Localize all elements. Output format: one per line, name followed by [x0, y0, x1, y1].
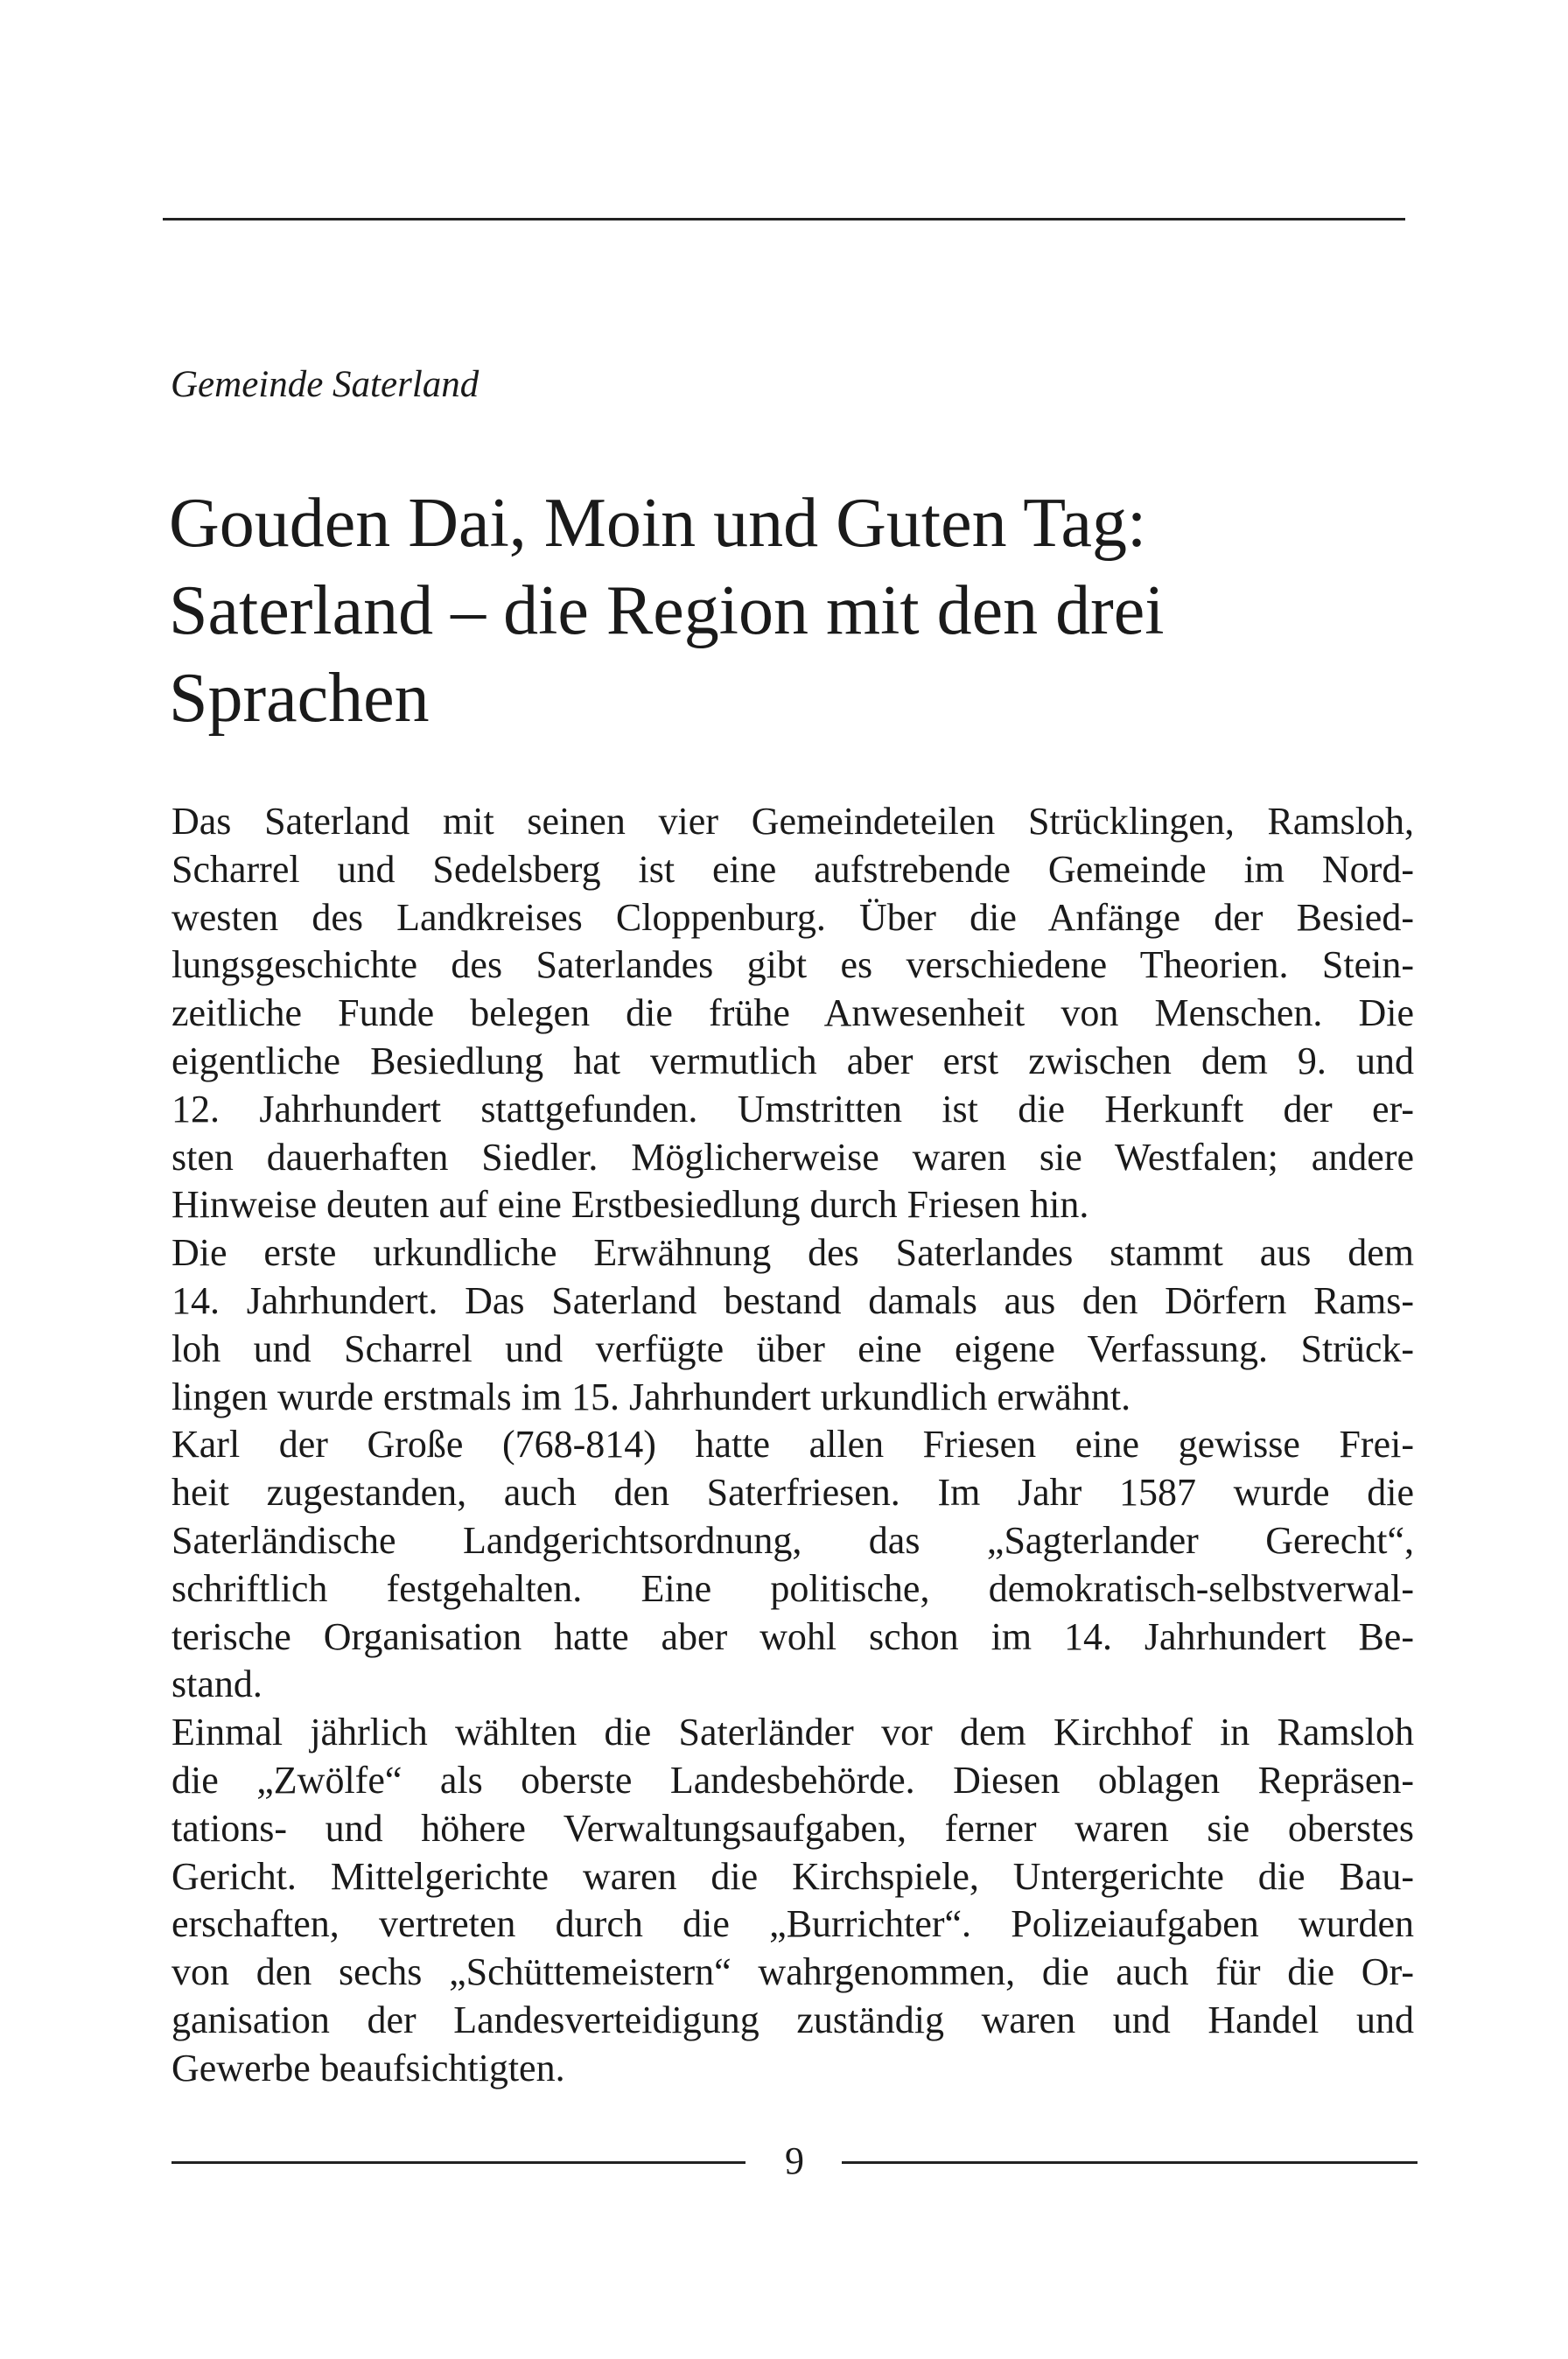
body-text: [172, 798, 1414, 2093]
body-line: terische Organisation hatte aber wohl schon im 14. Jahrhundert Be-: [172, 1614, 1414, 1658]
body-line: tations- und höhere Verwaltungsaufgaben, ferner waren sie oberstes: [172, 1806, 1414, 1850]
footer-rule-left: [172, 2161, 746, 2164]
body-line: Saterländische Landgerichtsordnung, das „Sagterlander Gerecht“,: [172, 1518, 1414, 1562]
body-line: Einmal jährlich wählten die Saterländer vor dem Kirchhof in Ramsloh: [172, 1711, 1414, 1754]
footer-rule-right: [842, 2161, 1418, 2164]
article-title: [169, 480, 1446, 742]
body-line: lingen wurde erstmals im 15. Jahrhundert urkundlich erwähnt.: [172, 1375, 1131, 1418]
body-line: Das Saterland mit seinen vier Gemeindeteilen Strücklingen, Ramsloh,: [172, 800, 1414, 843]
body-line: die „Zwölfe“ als oberste Landesbehörde. Diesen oblagen Repräsen-: [172, 1758, 1414, 1802]
body-line: schriftlich festgehalten. Eine politische, demokratisch-selbstverwal-: [172, 1566, 1414, 1610]
body-line: 14. Jahrhundert. Das Saterland bestand damals aus den Dörfern Rams-: [172, 1278, 1414, 1322]
body-line: sten dauerhaften Siedler. Möglicherweise waren sie Westfalen; andere: [172, 1135, 1414, 1179]
page-number: 9: [785, 2139, 804, 2182]
body-line: ganisation der Landesverteidigung zuständig waren und Handel und: [172, 1998, 1414, 2041]
body-line: heit zugestanden, auch den Saterfriesen. Im Jahr 1587 wurde die: [172, 1471, 1414, 1515]
body-line: Gericht. Mittelgerichte waren die Kirchspiele, Untergerichte die Bau-: [172, 1854, 1414, 1898]
body-line: Scharrel und Sedelsberg ist eine aufstrebende Gemeinde im Nord-: [172, 847, 1414, 891]
body-line: erschaften, vertreten durch die „Burrichter“. Polizeiaufgaben wurden: [172, 1902, 1414, 1946]
body-line: eigentliche Besiedlung hat vermutlich aber erst zwischen dem 9. und: [172, 1039, 1414, 1082]
body-line: westen des Landkreises Cloppenburg. Über die Anfänge der Besied-: [172, 895, 1414, 939]
body-line: stand.: [172, 1662, 262, 1706]
body-line: Gewerbe beaufsichtigten.: [172, 2046, 565, 2090]
body-line: Karl der Große (768-814) hatte allen Friesen eine gewisse Frei-: [172, 1423, 1414, 1466]
body-line: lungsgeschichte des Saterlandes gibt es verschiedene Theorien. Stein-: [172, 943, 1414, 987]
body-line: Die erste urkundliche Erwähnung des Saterlandes stammt aus dem: [172, 1231, 1414, 1275]
section-kicker: Gemeinde Saterland: [171, 364, 480, 405]
body-line: 12. Jahrhundert stattgefunden. Umstritten ist die Herkunft der er-: [172, 1087, 1414, 1130]
title-line: Saterland – die Region mit den drei: [169, 572, 1165, 649]
title-line: Gouden Dai, Moin und Guten Tag:: [169, 485, 1147, 562]
body-line: loh und Scharrel und verfügte über eine eigene Verfassung. Strück-: [172, 1326, 1414, 1370]
body-line: Hinweise deuten auf eine Erstbesiedlung durch Friesen hin.: [172, 1183, 1089, 1227]
title-line: Sprachen: [169, 660, 430, 737]
body-line: zeitliche Funde belegen die frühe Anwesenheit von Menschen. Die: [172, 991, 1414, 1035]
top-rule: [163, 218, 1405, 220]
body-line: von den sechs „Schüttemeistern“ wahrgenommen, die auch für die Or-: [172, 1950, 1414, 1994]
